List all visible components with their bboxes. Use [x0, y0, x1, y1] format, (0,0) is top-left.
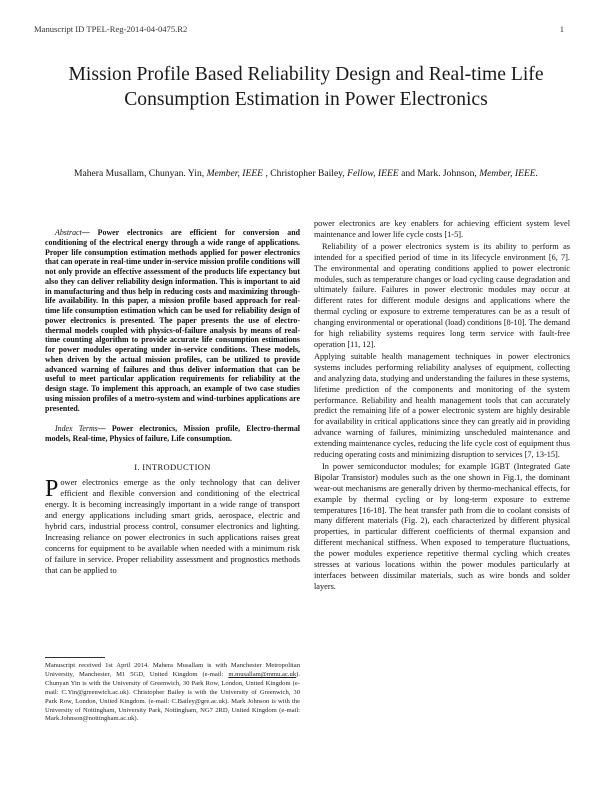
left-column	[45, 228, 300, 576]
index-terms	[45, 424, 300, 443]
right-paragraph-2: Reliability of a power electronics system is its ability to perform as intended for a specified period of time in its lifecycle environment [6, 7]. The environmental and operating conditions applied to power electronic modules, such as temperature changes or load cycling cause degradation and ultimately failure. Failures in power electronic modules may occur at different rates for different module designs and applications where the thermal cycling or exposure to extreme temperatures can be as a result of changing environmental or operational (load) conditions [8-10]. The demand for high reliability systems requires long term service with fault-free operation [11, 12].	[314, 241, 570, 349]
right-paragraph-4: In power semiconductor modules; for example IGBT (Integrated Gate Bipolar Transistor) modules such as the one shown in Fig.1, the dominant wear-out mechanisms are generally driven by thermo-mechanical effects, for example by thermal cycling or by long-term exposure to extreme temperatures [16-18]. The heat transfer path from die to coolant consists of many different materials (Fig. 2), each characterized by different physical properties, in particular different coefficients of thermal expansion and different mechanical stiffness. When exposed to temperature fluctuations, the power modules experience repetitive thermal cycling which creates stresses at various locations within the power modules particularly at interfaces between dissimilar materials, such as wire bonds and solder layers.	[314, 461, 570, 591]
author-list	[70, 168, 542, 181]
footnote-email-link[interactable]: m.musallam@mmu.ac.uk	[228, 670, 297, 678]
footnote-text-after: ). Chunyan Yin is with the University of Greenwich, 30 Park Row, London, United Kingdom (e-mail: C.Yin@greenwich.ac.uk). Christopher Bailey is with the University of Greenwich, 30 Park Row, London, United Kingdom. (e-mail: C.Bailey@gre.ac.uk). Mark Johnson is with the University of Nottingham, University Park, Nottingham, NG7 2RD, United Kingdom (e-mail: Mark.Johnson@nottingham.ac.uk).	[45, 670, 300, 723]
introduction-text: ower electronics emerge as the only technology that can deliver efficient and flexible conversion and conditioning of the electrical energy. It is becoming increasingly important in a wide range of transport and energy applications including smart grids, aerospace, electric and hybrid cars, industrial process control, consumer electronics and lighting. Increasing reliance on power electronics in such applications raises great concerns for equipment to be available when needed with a minimum risk of failure in service. Proper reliability assessment and prognostics methods that can be applied to	[45, 478, 300, 575]
paper-title: Mission Profile Based Reliability Design and Real-time Life Consumption Estimation in Power Electronics	[68, 64, 544, 110]
authors-part-3: and Mark. Johnson,	[401, 168, 477, 179]
right-column	[314, 219, 570, 594]
drop-cap: P	[45, 476, 59, 503]
introduction-heading: I. INTRODUCTION	[134, 461, 211, 472]
author-affiliation-2: Fellow, IEEE	[347, 168, 399, 179]
right-paragraph-1: power electronics are key enablers for achieving efficient system level maintenance and lower life cycle costs [1-5].	[314, 219, 570, 239]
page-number: 1	[559, 24, 564, 34]
abstract-label: Abstract	[55, 228, 82, 237]
index-terms-text: — Power electronics, Mission profile, Electro-thermal models, Real-time, Physics of failure, Life consumption.	[45, 424, 300, 443]
authors-part-1: Mahera Musallam, Chunyan. Yin,	[73, 168, 205, 179]
authors-part-2: , Christopher Bailey,	[263, 168, 345, 179]
author-affiliation-1: Member, IEEE	[206, 168, 264, 179]
introduction-paragraph	[45, 478, 300, 576]
index-terms-label: Index Terms	[55, 424, 98, 434]
footnote	[45, 662, 300, 724]
footnote-divider	[45, 657, 105, 658]
abstract-text: — Power electronics are efficient for conversion and conditioning of the electrical energy through a wide range of applications. Proper life consumption estimation methods applied for power electronics that can operate in real-time under in-service mission profile conditions will not only provide an effective assessment of the products life expectancy but also they can deliver reliability design information. This is important to aid in manufacturing and thus help in reducing costs and maximizing through-life availability. In this paper, a mission profile based approach for real-time life consumption estimation which can be used for reliability design of power electronics is presented. The paper presents the use of electro-thermal models coupled with physics-of-failure analysis by means of real-time counting algorithm to provide accurate life consumption estimations for power modules operating under in-service conditions. These models, when driven by the actual mission profiles, can be utilized to provide advanced warning of failures and thus deliver information that can be useful to meet particular application requirements for reliability at the design stage. To implement this approach, an example of two case studies using mission profiles of a metro-system and wind-turbines applications are presented.	[45, 228, 300, 413]
manuscript-id: Manuscript ID TPEL-Reg-2014-04-0475.R2	[34, 24, 188, 34]
footnote-text-before: Manuscript received 1st April 2014. Mahera Musallam is with Manchester Metropolitan University, Manchester, M1 5GD, United Kingdom (e-mail:	[45, 662, 300, 678]
right-paragraph-3: Applying suitable health management techniques in power electronics systems includes performing reliability analyses of equipment, collecting and analyzing data, studying and understanding the failures in these systems, lifetime prediction of the components and monitoring of the system performance. Reliability and health management tools that can accurately predict the remaining life of a power electronic system are highly desirable for availability in critical applications since they can greatly aid in providing advance warning of failures, minimizing unscheduled maintenance and extending maintenance cycles, reducing the life cycle cost of equipment thus reducing operating costs and minimizing disruption to services [7, 13-15].	[314, 351, 570, 460]
abstract	[45, 228, 300, 413]
author-affiliation-3: Member, IEEE.	[479, 168, 539, 179]
